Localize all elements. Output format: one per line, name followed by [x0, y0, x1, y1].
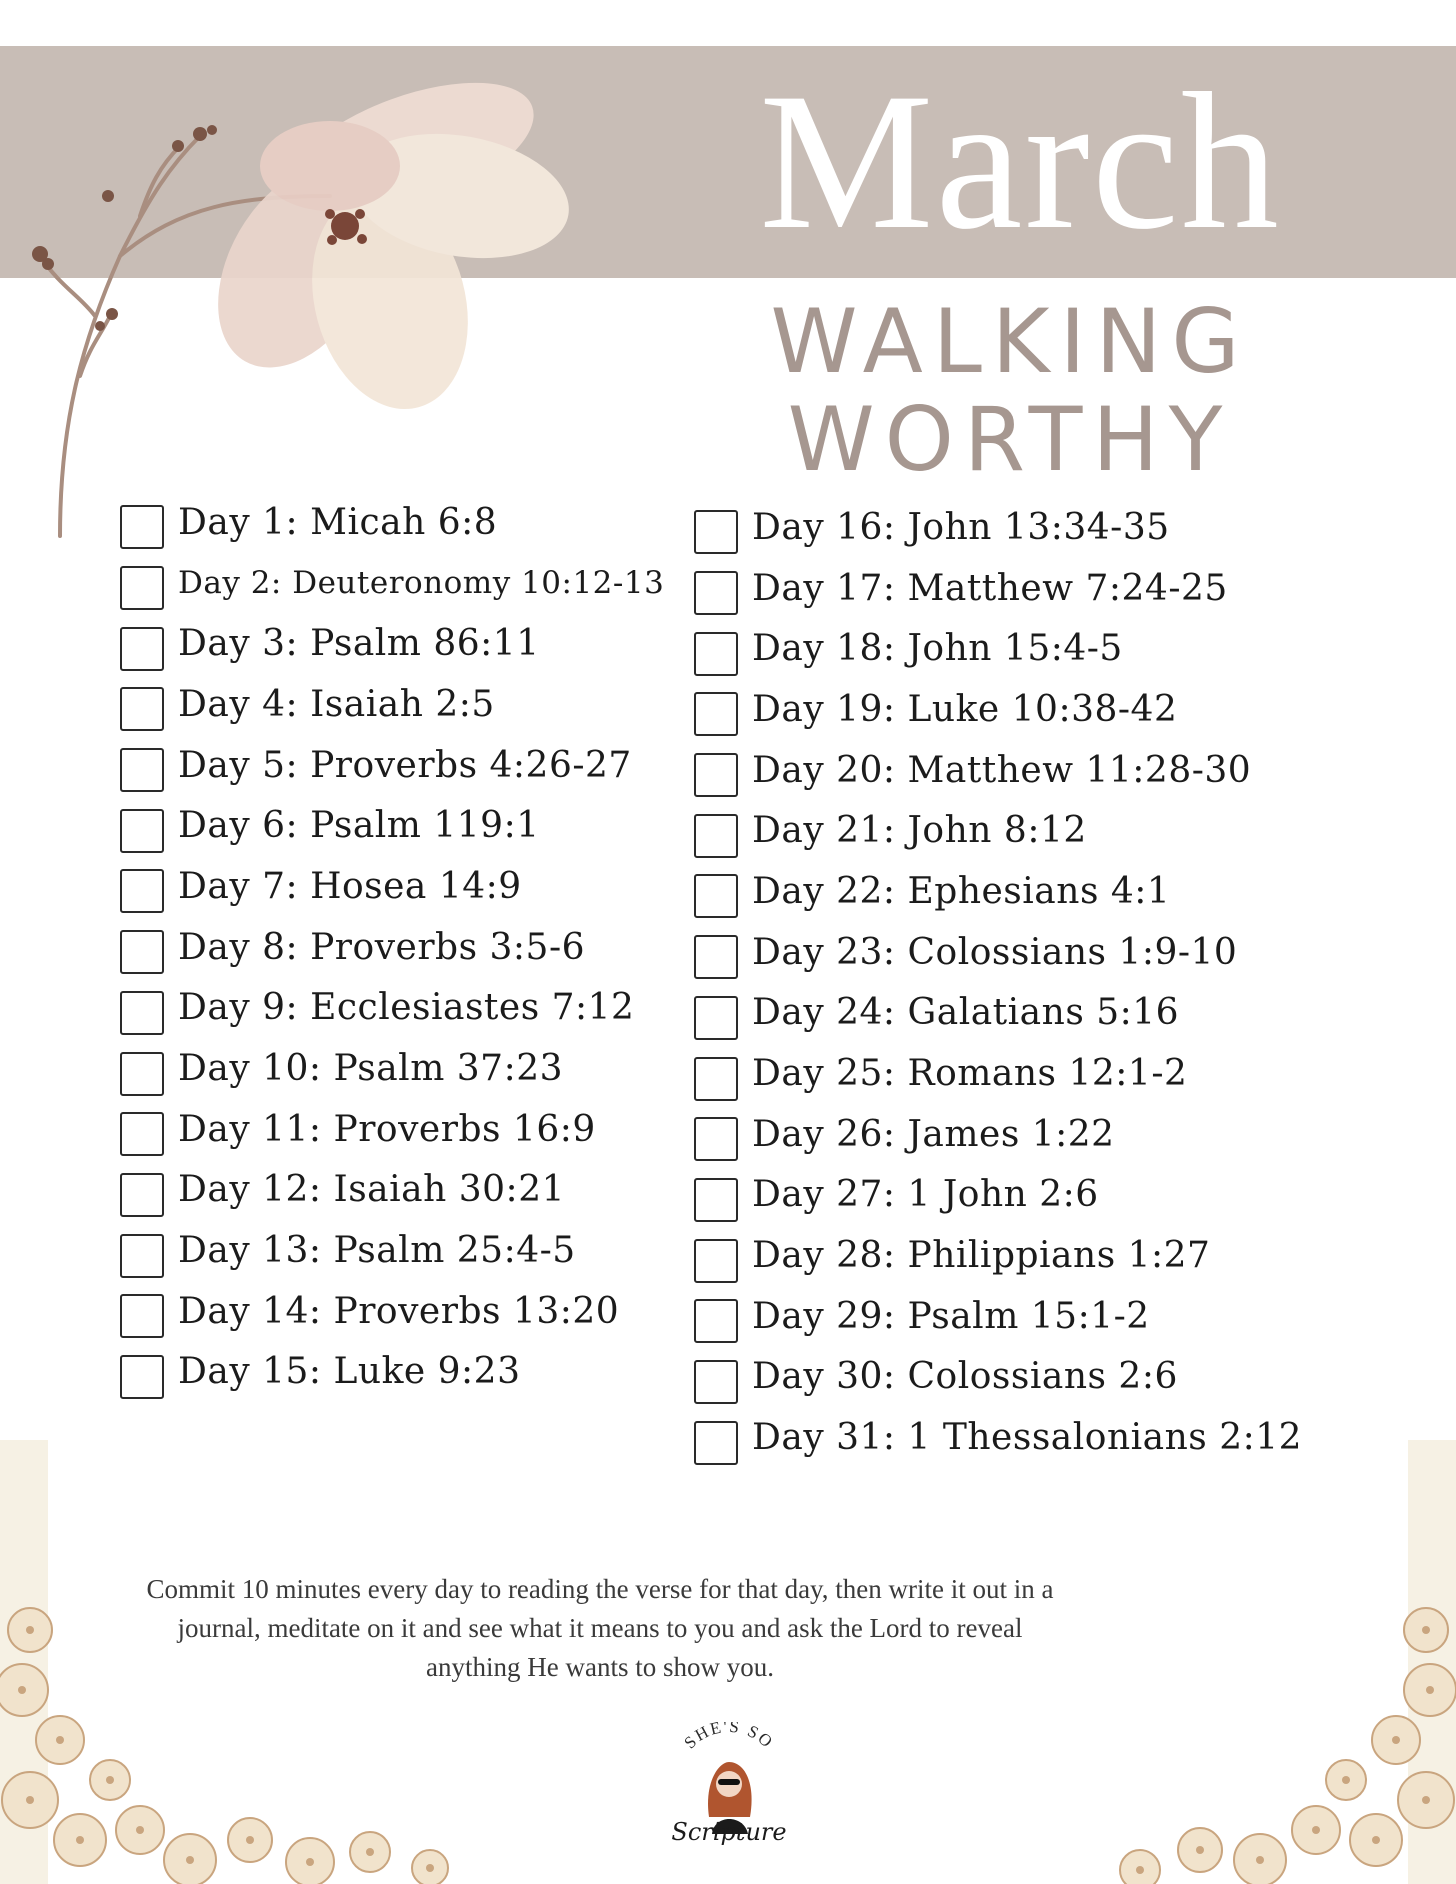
reading-item	[694, 497, 1302, 558]
day-checkbox[interactable]	[694, 632, 738, 676]
reading-label: Day 25: Romans 12:1-2	[752, 1053, 1188, 1095]
day-checkbox[interactable]	[120, 1234, 164, 1278]
reading-item	[694, 740, 1302, 801]
reading-item	[120, 674, 664, 735]
day-checkbox[interactable]	[120, 687, 164, 731]
reading-label: Day 11: Proverbs 16:9	[178, 1108, 596, 1150]
day-checkbox[interactable]	[120, 930, 164, 974]
reading-label: Day 14: Proverbs 13:20	[178, 1290, 620, 1332]
reading-item	[120, 1220, 664, 1281]
reading-label: Day 8: Proverbs 3:5-6	[178, 926, 586, 968]
day-checkbox[interactable]	[120, 505, 164, 549]
day-checkbox[interactable]	[694, 1360, 738, 1404]
day-checkbox[interactable]	[120, 809, 164, 853]
brand-script-text: Scripture	[671, 1818, 787, 1846]
reading-label: Day 12: Isaiah 30:21	[178, 1169, 565, 1211]
svg-text:SHE'S SO	[680, 1722, 777, 1752]
reading-item	[120, 978, 664, 1039]
reading-label: Day 27: 1 John 2:6	[752, 1174, 1099, 1216]
brand-top-text: SHE'S SO	[680, 1722, 778, 1753]
reading-item	[120, 1342, 664, 1403]
reading-label: Day 15: Luke 9:23	[178, 1351, 521, 1393]
reading-item	[694, 1347, 1302, 1408]
reading-label: Day 2: Deuteronomy 10:12-13	[178, 565, 665, 602]
day-checkbox[interactable]	[694, 510, 738, 554]
reading-label: Day 28: Philippians 1:27	[752, 1235, 1211, 1277]
reading-item	[694, 861, 1302, 922]
reading-item	[694, 1165, 1302, 1226]
day-checkbox[interactable]	[694, 1057, 738, 1101]
reading-list-left	[120, 492, 664, 1402]
day-checkbox[interactable]	[694, 1117, 738, 1161]
floral-corner-right	[1080, 1590, 1456, 1884]
reading-item	[120, 795, 664, 856]
reading-item	[694, 679, 1302, 740]
day-checkbox[interactable]	[694, 996, 738, 1040]
reading-label: Day 30: Colossians 2:6	[752, 1356, 1178, 1398]
page-title-line-2: WORTHY	[787, 388, 1233, 491]
reading-item	[694, 983, 1302, 1044]
reading-label: Day 4: Isaiah 2:5	[178, 683, 495, 725]
reading-label: Day 29: Psalm 15:1-2	[752, 1295, 1150, 1337]
day-checkbox[interactable]	[694, 1239, 738, 1283]
reading-label: Day 18: John 15:4-5	[752, 628, 1123, 670]
day-checkbox[interactable]	[120, 991, 164, 1035]
reading-label: Day 3: Psalm 86:11	[178, 623, 540, 665]
day-checkbox[interactable]	[694, 874, 738, 918]
month-title: March	[759, 53, 1281, 270]
reading-label: Day 1: Micah 6:8	[178, 501, 498, 543]
reading-list-right	[694, 497, 1302, 1468]
day-checkbox[interactable]	[120, 566, 164, 610]
reading-item	[120, 735, 664, 796]
instructions-text: Commit 10 minutes every day to reading the verse for that day, then write it out in a journal, meditate on it and see what it means to you and ask the Lord to reveal anything He wants to show you.	[146, 1574, 1054, 1682]
day-checkbox[interactable]	[694, 753, 738, 797]
day-checkbox[interactable]	[120, 1112, 164, 1156]
reading-item	[120, 1038, 664, 1099]
reading-item	[694, 1407, 1302, 1468]
day-checkbox[interactable]	[694, 1299, 738, 1343]
reading-item	[694, 922, 1302, 983]
day-checkbox[interactable]	[120, 1173, 164, 1217]
page-title-line-1: WALKING	[770, 290, 1250, 393]
reading-label: Day 23: Colossians 1:9-10	[752, 931, 1238, 973]
reading-label: Day 6: Psalm 119:1	[178, 805, 540, 847]
reading-item	[694, 1225, 1302, 1286]
reading-label: Day 5: Proverbs 4:26-27	[178, 744, 632, 786]
reading-item	[120, 553, 664, 614]
reading-label: Day 9: Ecclesiastes 7:12	[178, 987, 635, 1029]
reading-label: Day 31: 1 Thessalonians 2:12	[752, 1417, 1303, 1459]
day-checkbox[interactable]	[694, 1178, 738, 1222]
reading-label: Day 24: Galatians 5:16	[752, 992, 1180, 1034]
reading-label: Day 19: Luke 10:38-42	[752, 688, 1178, 730]
reading-label: Day 22: Ephesians 4:1	[752, 870, 1171, 912]
reading-label: Day 13: Psalm 25:4-5	[178, 1230, 576, 1272]
day-checkbox[interactable]	[120, 1294, 164, 1338]
day-checkbox[interactable]	[120, 869, 164, 913]
reading-item	[694, 558, 1302, 619]
day-checkbox[interactable]	[694, 571, 738, 615]
reading-label: Day 7: Hosea 14:9	[178, 865, 522, 907]
reading-label: Day 20: Matthew 11:28-30	[752, 749, 1252, 791]
day-checkbox[interactable]	[694, 935, 738, 979]
reading-item	[120, 1099, 664, 1160]
reading-item	[120, 1281, 664, 1342]
reading-label: Day 10: Psalm 37:23	[178, 1048, 564, 1090]
day-checkbox[interactable]	[120, 627, 164, 671]
day-checkbox[interactable]	[120, 1052, 164, 1096]
reading-item	[694, 1104, 1302, 1165]
reading-item	[694, 1043, 1302, 1104]
day-checkbox[interactable]	[694, 692, 738, 736]
reading-item	[120, 613, 664, 674]
day-checkbox[interactable]	[694, 814, 738, 858]
day-checkbox[interactable]	[694, 1421, 738, 1465]
brand-logo	[664, 1722, 794, 1852]
reading-label: Day 26: James 1:22	[752, 1113, 1115, 1155]
reading-label: Day 21: John 8:12	[752, 810, 1087, 852]
reading-label: Day 17: Matthew 7:24-25	[752, 567, 1228, 609]
reading-item	[120, 492, 664, 553]
reading-item	[120, 856, 664, 917]
reading-label: Day 16: John 13:34-35	[752, 506, 1170, 548]
reading-item	[694, 1286, 1302, 1347]
reading-item	[694, 800, 1302, 861]
flower-illustration	[0, 46, 600, 546]
day-checkbox[interactable]	[120, 748, 164, 792]
reading-item	[120, 1160, 664, 1221]
reading-item	[120, 917, 664, 978]
reading-item	[694, 618, 1302, 679]
day-checkbox[interactable]	[120, 1355, 164, 1399]
